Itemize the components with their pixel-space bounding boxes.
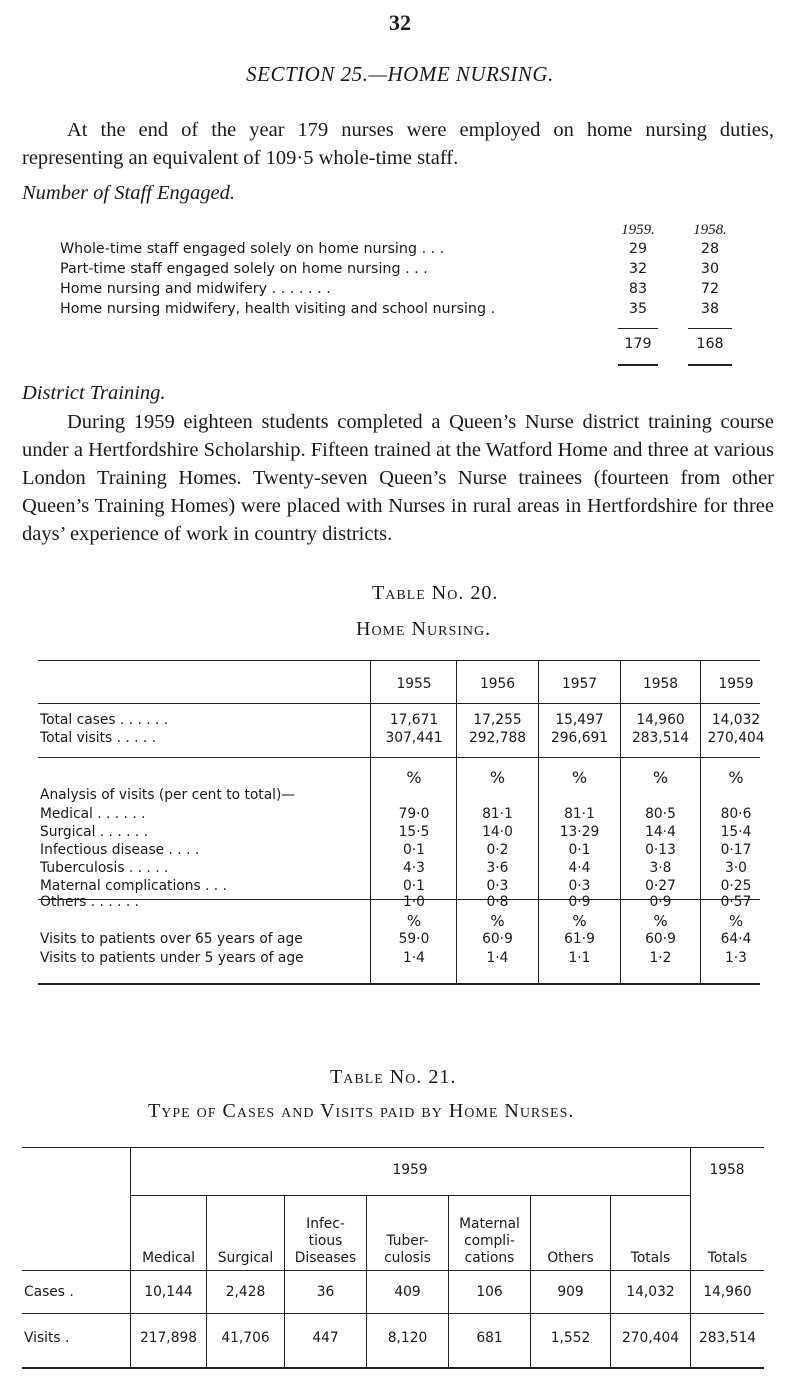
staff-value-1958: 72 <box>700 281 720 297</box>
cell-value: 0·3 <box>568 878 591 894</box>
row-label: Visits to patients under 5 years of age <box>40 950 304 966</box>
cell-value: 283,514 <box>698 1330 757 1346</box>
table-rule <box>22 1147 764 1148</box>
cell-value: 0·8 <box>486 894 509 910</box>
cell-value: 14·4 <box>645 824 676 840</box>
table21-caption: Table No. 21. <box>330 1066 457 1088</box>
percent-sign: % <box>728 768 744 787</box>
year-header: 1959 <box>392 1162 428 1178</box>
percent-sign: % <box>653 912 668 930</box>
cell-value: 270,404 <box>621 1330 680 1346</box>
cell-value: 60·9 <box>645 931 676 947</box>
cell-value: 1·4 <box>403 950 425 966</box>
cell-value: 14,960 <box>703 1284 752 1300</box>
table21-title: Type of Cases and Visits paid by Home Nurses. <box>148 1100 575 1122</box>
cell-value: 1·3 <box>725 950 747 966</box>
cell-value: 59·0 <box>398 931 430 947</box>
staff-row-label: Part-time staff engaged solely on home nursing . . . <box>60 261 428 277</box>
cell-value: 0·13 <box>645 842 676 858</box>
cell-value: 80·6 <box>720 806 752 822</box>
staff-col-1958: 1958. <box>693 222 727 238</box>
staff-row-label: Whole-time staff engaged solely on home nursing . . . <box>60 241 445 257</box>
percent-sign: % <box>728 912 744 930</box>
column-header: Totals <box>707 1250 748 1266</box>
cell-value: 0·57 <box>720 894 752 910</box>
staff-value-1958: 38 <box>700 301 720 317</box>
cell-value: 0·3 <box>486 878 509 894</box>
cell-value: 15·4 <box>720 824 752 840</box>
cell-value: 61·9 <box>564 931 595 947</box>
analysis-label: Analysis of visits (per cent to total)— <box>40 787 296 803</box>
percent-sign: % <box>406 768 422 787</box>
cell-value: 409 <box>394 1284 421 1300</box>
cell-value: 2,428 <box>225 1284 266 1300</box>
row-label: Total cases . . . . . . <box>40 712 169 728</box>
table-rule <box>22 1313 764 1314</box>
cell-value: 4·4 <box>568 860 591 876</box>
cell-value: 3·6 <box>486 860 509 876</box>
year-header: 1958 <box>642 676 679 692</box>
staff-value-1958: 30 <box>700 261 720 277</box>
table-rule <box>130 1195 690 1196</box>
year-header: 1955 <box>396 676 432 692</box>
cell-value: 80·5 <box>645 806 676 822</box>
cell-value: 681 <box>476 1330 503 1346</box>
cell-value: 0·2 <box>486 842 509 858</box>
page-number: 32 <box>389 10 411 35</box>
section-heading: SECTION 25.—HOME NURSING. <box>246 62 554 86</box>
percent-sign: % <box>572 912 587 930</box>
year-header: 1957 <box>561 676 598 692</box>
year-header: 1958 <box>709 1162 745 1178</box>
staff-value-1959: 32 <box>628 261 648 277</box>
column-header: Others <box>547 1250 594 1266</box>
percent-sign: % <box>571 768 588 787</box>
row-label: Cases . <box>24 1284 74 1300</box>
cell-value: 296,691 <box>550 730 609 746</box>
cell-value: 270,404 <box>707 730 765 746</box>
cell-value: 307,441 <box>385 730 443 746</box>
cell-value: 292,788 <box>468 730 527 746</box>
cell-value: 8,120 <box>387 1330 428 1346</box>
cell-value: 14·0 <box>482 824 513 840</box>
cell-value: 81·1 <box>482 806 513 822</box>
table-rule <box>22 1367 764 1369</box>
district-paragraph: During 1959 eighteen students completed a Queen’s Nurse district training course under a Hertfordshire Scholarship. Fifteen trained at the Watford Home and three at various London Training Homes. Twenty-seven Queen’s Nurse trainees (fourteen from other Queen’s Training Homes) were placed with Nurses in rural areas in Hertfordshire for three days’ experience of work in country districts. <box>22 411 774 545</box>
percent-sign: % <box>490 912 505 930</box>
cell-value: 283,514 <box>631 730 690 746</box>
row-label: Surgical . . . . . . <box>40 824 149 840</box>
row-label: Medical . . . . . . <box>40 806 146 822</box>
column-header: Tuber- culosis <box>384 1233 431 1266</box>
cell-value: 1,552 <box>550 1330 591 1346</box>
cell-value: 3·0 <box>725 860 747 876</box>
cell-value: 64·4 <box>720 931 752 947</box>
cell-value: 447 <box>312 1330 339 1346</box>
cell-value: 0·1 <box>568 842 591 858</box>
cell-value: 17,255 <box>473 712 522 728</box>
cell-value: 1·4 <box>486 950 509 966</box>
cell-value: 0·9 <box>568 894 591 910</box>
cell-value: 4·3 <box>403 860 425 876</box>
cell-value: 81·1 <box>564 806 595 822</box>
cell-value: 106 <box>476 1284 503 1300</box>
row-label: Visits to patients over 65 years of age <box>40 931 303 947</box>
staff-value-1959: 83 <box>628 281 648 297</box>
district-heading: District Training. <box>22 382 166 404</box>
cell-value: 0·1 <box>403 842 425 858</box>
table-rule <box>22 1270 764 1271</box>
staff-heading: Number of Staff Engaged. <box>22 182 235 204</box>
cell-value: 10,144 <box>144 1284 193 1300</box>
staff-row-label: Home nursing midwifery, health visiting and school nursing . <box>60 301 496 317</box>
table20-title: Home Nursing. <box>356 618 492 640</box>
cell-value: 1·0 <box>403 894 425 910</box>
cell-value: 0·25 <box>720 878 752 894</box>
staff-col-1959: 1959. <box>621 222 655 238</box>
column-header: Surgical <box>217 1250 274 1266</box>
row-label: Total visits . . . . . <box>40 730 157 746</box>
cell-value: 15·5 <box>398 824 430 840</box>
cell-value: 0·17 <box>720 842 752 858</box>
cell-value: 79·0 <box>398 806 430 822</box>
cell-value: 60·9 <box>482 931 513 947</box>
row-label: Maternal complications . . . <box>40 878 227 894</box>
cell-value: 0·1 <box>403 878 425 894</box>
cell-value: 1·1 <box>568 950 591 966</box>
column-header: Medical <box>142 1250 195 1266</box>
staff-value-1959: 29 <box>628 241 648 257</box>
row-label: Tuberculosis . . . . . <box>40 860 169 876</box>
cell-value: 14,032 <box>626 1284 675 1300</box>
staff-value-1959: 35 <box>628 301 648 317</box>
staff-value-1958: 28 <box>700 241 720 257</box>
year-header: 1956 <box>479 676 516 692</box>
cell-value: 0·9 <box>649 894 672 910</box>
cell-value: 41,706 <box>221 1330 270 1346</box>
staff-row-label: Home nursing and midwifery . . . . . . . <box>60 281 331 297</box>
cell-value: 17,671 <box>389 712 439 728</box>
cell-value: 1·2 <box>649 950 672 966</box>
row-label: Infectious disease . . . . <box>40 842 200 858</box>
cell-value: 14,960 <box>636 712 685 728</box>
staff-total-1959: 179 <box>624 336 652 352</box>
column-header: Maternal compli- cations <box>459 1216 520 1266</box>
row-label: Others . . . . . . <box>40 894 139 910</box>
column-header: Totals <box>630 1250 671 1266</box>
cell-value: 36 <box>316 1284 335 1300</box>
column-header: Infec- tious Diseases <box>294 1216 357 1266</box>
percent-sign: % <box>652 768 669 787</box>
cell-value: 14,032 <box>711 712 761 728</box>
staff-total-1958: 168 <box>696 336 724 352</box>
cell-value: 217,898 <box>139 1330 198 1346</box>
row-label: Visits . <box>24 1330 70 1346</box>
cell-value: 0·27 <box>645 878 676 894</box>
cell-value: 3·8 <box>649 860 672 876</box>
percent-sign: % <box>489 768 506 787</box>
intro-paragraph: At the end of the year 179 nurses were employed on home nursing duties, representing an equivalent of 109·5 whole-time staff. <box>22 119 774 169</box>
table20-caption: Table No. 20. <box>372 582 499 604</box>
cell-value: 909 <box>557 1284 584 1300</box>
year-header: 1959 <box>718 676 754 692</box>
percent-sign: % <box>406 912 422 930</box>
cell-value: 13·29 <box>559 824 600 840</box>
cell-value: 15,497 <box>555 712 604 728</box>
